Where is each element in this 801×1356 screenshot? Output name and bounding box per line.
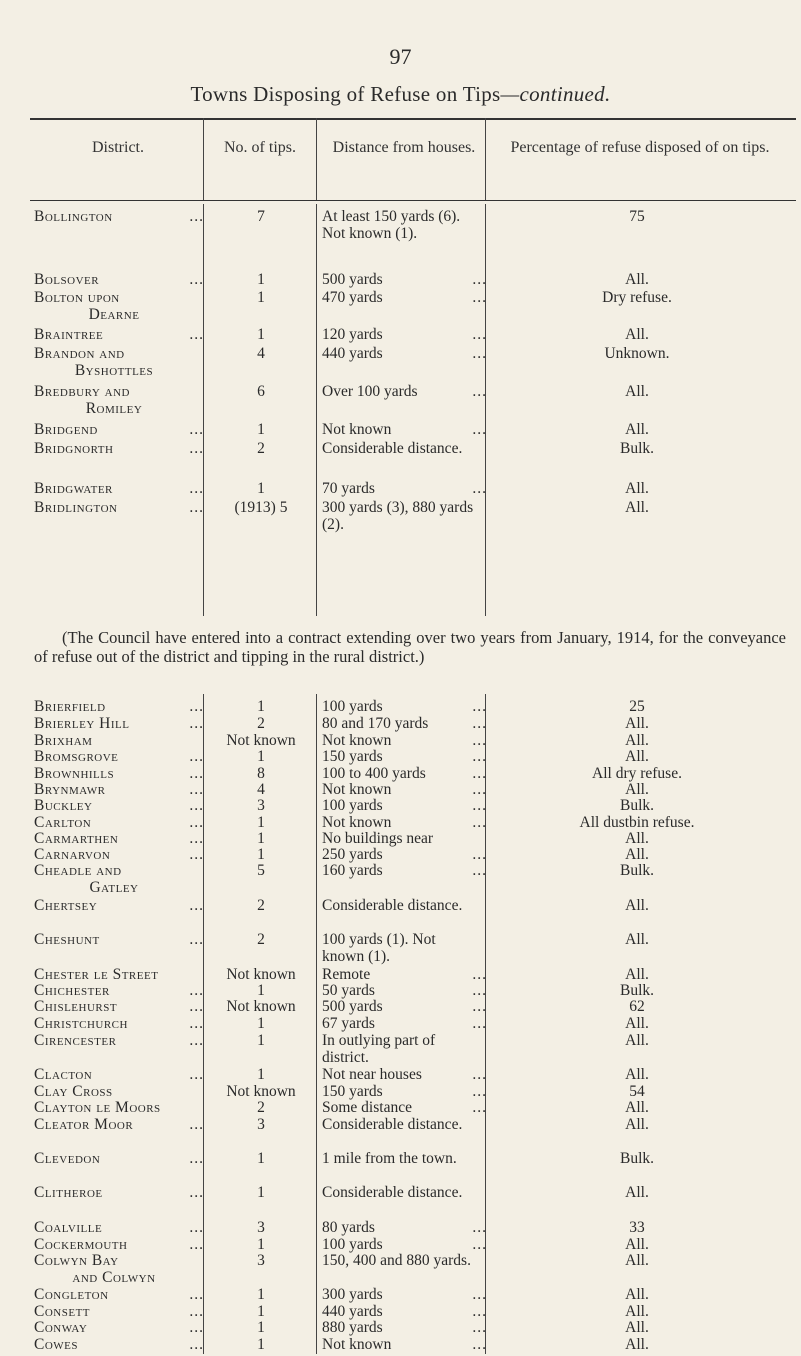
distance-cell: Not known ... bbox=[322, 732, 487, 749]
district-cell: Bridgend ... bbox=[34, 421, 204, 438]
leader-dots: ... bbox=[189, 326, 204, 343]
leader-dots: ... bbox=[472, 383, 487, 400]
tips-cell: 3 bbox=[257, 1116, 265, 1133]
distance-cell: 150, 400 and 880 yards. bbox=[322, 1252, 471, 1269]
leader-dots: ... bbox=[472, 982, 487, 999]
leader-dots: ... bbox=[472, 1066, 487, 1083]
percentage-cell: Bulk. bbox=[619, 982, 655, 999]
leader-dots: ... bbox=[472, 748, 487, 765]
leader-dots: ... bbox=[472, 1286, 487, 1303]
leader-dots: ... bbox=[472, 814, 487, 831]
tips-cell: 1 bbox=[257, 1303, 265, 1320]
leader-dots: ... bbox=[189, 271, 204, 288]
distance-cell: Not known ... bbox=[322, 814, 487, 831]
leader-dots: ... bbox=[472, 289, 487, 306]
table-row bbox=[0, 271, 801, 291]
percentage-cell: All. bbox=[625, 421, 649, 438]
tips-cell: 1 bbox=[257, 1066, 265, 1083]
district-cell: Bridgwater ... bbox=[34, 480, 204, 497]
tips-cell: Not known bbox=[226, 966, 296, 983]
distance-cell: 80 and 170 yards ... bbox=[322, 715, 487, 732]
distance-cell: 100 yards ... bbox=[322, 698, 487, 715]
page-number: 97 bbox=[389, 44, 412, 69]
header-rule bbox=[30, 200, 796, 201]
distance-cell: Over 100 yards ... bbox=[322, 383, 487, 400]
district-cell: Brownhills ... bbox=[34, 765, 204, 782]
leader-dots: ... bbox=[189, 1236, 204, 1253]
percentage-cell: Bulk. bbox=[619, 440, 655, 457]
district-cell: Clitheroe ... bbox=[34, 1184, 204, 1201]
district-cell: Cleator Moor ... bbox=[34, 1116, 204, 1133]
leader-dots: ... bbox=[472, 1336, 487, 1353]
district-cell: Colwyn Bay and Colwyn bbox=[34, 1252, 156, 1286]
leader-dots: ... bbox=[472, 326, 487, 343]
table-row bbox=[0, 1150, 801, 1170]
title-continued: —continued. bbox=[500, 82, 611, 106]
council-note bbox=[34, 628, 786, 666]
percentage-cell: All. bbox=[625, 1099, 649, 1116]
percentage-cell: All. bbox=[625, 931, 649, 948]
distance-cell: Some distance ... bbox=[322, 1099, 487, 1116]
table-row bbox=[0, 499, 801, 533]
col-line-a2 bbox=[316, 204, 317, 616]
percentage-cell: All. bbox=[625, 1032, 649, 1049]
district-cell: Bollington ... bbox=[34, 208, 204, 225]
leader-dots: ... bbox=[189, 1303, 204, 1320]
district-cell: Cockermouth ... bbox=[34, 1236, 204, 1253]
leader-dots: ... bbox=[189, 1286, 204, 1303]
leader-dots: ... bbox=[189, 931, 204, 948]
table-row bbox=[0, 931, 801, 965]
table-row bbox=[0, 897, 801, 917]
district-cell: Coalville ... bbox=[34, 1219, 204, 1236]
district-cell: Conway ... bbox=[34, 1319, 204, 1336]
table-row bbox=[0, 383, 801, 417]
percentage-cell: All. bbox=[625, 480, 649, 497]
header-percentage: Percentage of refuse disposed of on tips. bbox=[510, 139, 770, 156]
district-cell: Bolsover ... bbox=[34, 271, 204, 288]
percentage-cell: Bulk. bbox=[619, 1150, 655, 1167]
district-cell: Bridlington ... bbox=[34, 499, 204, 516]
district-cell: Braintree ... bbox=[34, 326, 204, 343]
district-cell: Clayton le Moors bbox=[34, 1099, 161, 1116]
table-row bbox=[0, 345, 801, 379]
leader-dots: ... bbox=[189, 846, 204, 863]
district-cell: Clay Cross bbox=[34, 1083, 113, 1100]
table-row bbox=[0, 1184, 801, 1204]
percentage-cell: All. bbox=[625, 732, 649, 749]
leader-dots: ... bbox=[189, 480, 204, 497]
title-main: Towns Disposing of Refuse on Tips bbox=[190, 82, 501, 106]
distance-cell: 500 yards ... bbox=[322, 271, 487, 288]
district-cell: Congleton ... bbox=[34, 1286, 204, 1303]
table-row bbox=[0, 208, 801, 242]
leader-dots: ... bbox=[472, 862, 487, 879]
leader-dots: ... bbox=[189, 982, 204, 999]
district-cell: Buckley ... bbox=[34, 797, 204, 814]
header-distance: Distance from houses. bbox=[332, 139, 476, 156]
distance-cell: 150 yards ... bbox=[322, 1083, 487, 1100]
percentage-cell: All. bbox=[625, 846, 649, 863]
percentage-cell: All. bbox=[625, 781, 649, 798]
percentage-cell: All. bbox=[625, 1116, 649, 1133]
tips-cell: 3 bbox=[257, 1219, 265, 1236]
tips-cell: 1 bbox=[257, 289, 265, 306]
district-cell: Cheadle and Gatley bbox=[34, 862, 139, 896]
percentage-cell: All. bbox=[625, 1252, 649, 1269]
leader-dots: ... bbox=[189, 1184, 204, 1201]
leader-dots: ... bbox=[189, 830, 204, 847]
tips-cell: 1 bbox=[257, 748, 265, 765]
leader-dots: ... bbox=[472, 480, 487, 497]
leader-dots: ... bbox=[189, 1015, 204, 1032]
percentage-cell: 54 bbox=[629, 1083, 645, 1100]
district-cell: Brandon and Byshottles bbox=[34, 345, 154, 379]
district-cell: Consett ... bbox=[34, 1303, 204, 1320]
tips-cell: 1 bbox=[257, 1286, 265, 1303]
district-cell: Christchurch ... bbox=[34, 1015, 204, 1032]
district-cell: Bredbury and Romiley bbox=[34, 383, 143, 417]
leader-dots: ... bbox=[189, 781, 204, 798]
distance-cell: Not known ... bbox=[322, 421, 487, 438]
district-cell: Brierfield ... bbox=[34, 698, 204, 715]
distance-cell: 80 yards ... bbox=[322, 1219, 487, 1236]
percentage-cell: 62 bbox=[629, 998, 645, 1015]
distance-cell: Considerable distance. bbox=[322, 1116, 463, 1133]
leader-dots: ... bbox=[472, 271, 487, 288]
district-cell: Bromsgrove ... bbox=[34, 748, 204, 765]
percentage-cell: 25 bbox=[629, 698, 645, 715]
leader-dots: ... bbox=[189, 421, 204, 438]
distance-cell: 50 yards ... bbox=[322, 982, 487, 999]
percentage-cell: All. bbox=[625, 715, 649, 732]
leader-dots: ... bbox=[189, 1219, 204, 1236]
distance-cell: 1 mile from the town. bbox=[322, 1150, 457, 1167]
distance-cell: Considerable distance. bbox=[322, 1184, 463, 1201]
leader-dots: ... bbox=[189, 1150, 204, 1167]
distance-cell: 440 yards ... bbox=[322, 1303, 487, 1320]
page-title bbox=[0, 82, 801, 107]
leader-dots: ... bbox=[472, 732, 487, 749]
leader-dots: ... bbox=[189, 897, 204, 914]
table-row bbox=[0, 1116, 801, 1136]
distance-cell: 100 yards (1). Not known (1). bbox=[322, 931, 436, 965]
tips-cell: 2 bbox=[257, 931, 265, 948]
tips-cell: 1 bbox=[257, 480, 265, 497]
district-cell: Carnarvon ... bbox=[34, 846, 204, 863]
percentage-cell: All. bbox=[625, 383, 649, 400]
leader-dots: ... bbox=[472, 966, 487, 983]
distance-cell: 300 yards (3), 880 yards (2). bbox=[322, 499, 474, 533]
distance-cell: No buildings near bbox=[322, 830, 434, 847]
leader-dots: ... bbox=[472, 846, 487, 863]
distance-cell: 67 yards ... bbox=[322, 1015, 487, 1032]
distance-cell: Considerable distance. bbox=[322, 897, 463, 914]
leader-dots: ... bbox=[189, 499, 204, 516]
leader-dots: ... bbox=[189, 440, 204, 457]
note-text: (The Council have entered into a contract extending over two years from January, 1914, for the conveyance of refuse out of the district and tipping in the rural district.) bbox=[34, 628, 786, 666]
tips-cell: 2 bbox=[257, 897, 265, 914]
leader-dots: ... bbox=[472, 998, 487, 1015]
leader-dots: ... bbox=[189, 814, 204, 831]
tips-cell: 1 bbox=[257, 982, 265, 999]
tips-cell: 1 bbox=[257, 814, 265, 831]
distance-cell: 70 yards ... bbox=[322, 480, 487, 497]
distance-cell: Not near houses ... bbox=[322, 1066, 487, 1083]
percentage-cell: All. bbox=[625, 1319, 649, 1336]
table-row bbox=[0, 862, 801, 896]
percentage-cell: Bulk. bbox=[619, 862, 655, 879]
header-divider-1 bbox=[203, 118, 204, 200]
percentage-cell: All. bbox=[625, 1336, 649, 1353]
leader-dots: ... bbox=[472, 1303, 487, 1320]
table-row bbox=[0, 480, 801, 500]
table-row bbox=[0, 289, 801, 323]
percentage-cell: All. bbox=[625, 1286, 649, 1303]
distance-cell: 120 yards ... bbox=[322, 326, 487, 343]
district-cell: Brierley Hill ... bbox=[34, 715, 204, 732]
percentage-cell: All. bbox=[625, 748, 649, 765]
tips-cell: 1 bbox=[257, 698, 265, 715]
distance-cell: 100 yards ... bbox=[322, 1236, 487, 1253]
distance-cell: 100 to 400 yards ... bbox=[322, 765, 487, 782]
leader-dots: ... bbox=[189, 797, 204, 814]
district-cell: Bridgnorth ... bbox=[34, 440, 204, 457]
distance-cell: At least 150 yards (6). Not known (1). bbox=[322, 208, 461, 242]
leader-dots: ... bbox=[472, 1015, 487, 1032]
header-divider-3 bbox=[485, 118, 486, 200]
distance-cell: In outlying part of district. bbox=[322, 1032, 436, 1066]
district-cell: Brixham bbox=[34, 732, 93, 749]
leader-dots: ... bbox=[189, 1336, 204, 1353]
table-row bbox=[0, 1336, 801, 1356]
tips-cell: 1 bbox=[257, 830, 265, 847]
leader-dots: ... bbox=[189, 1066, 204, 1083]
tips-cell: 1 bbox=[257, 326, 265, 343]
percentage-cell: All. bbox=[625, 1184, 649, 1201]
tips-cell: 3 bbox=[257, 797, 265, 814]
leader-dots: ... bbox=[189, 998, 204, 1015]
tips-cell: 3 bbox=[257, 1252, 265, 1269]
tips-cell: 1 bbox=[257, 1015, 265, 1032]
tips-cell: (1913) 5 bbox=[234, 499, 288, 516]
tips-cell: 2 bbox=[257, 440, 265, 457]
percentage-cell: All. bbox=[625, 499, 649, 516]
percentage-cell: All. bbox=[625, 326, 649, 343]
district-cell: Chester le Street bbox=[34, 966, 159, 983]
district-cell: Clevedon ... bbox=[34, 1150, 204, 1167]
distance-cell: Remote ... bbox=[322, 966, 487, 983]
distance-cell: 100 yards ... bbox=[322, 797, 487, 814]
percentage-cell: 75 bbox=[629, 208, 645, 225]
district-cell: Chichester ... bbox=[34, 982, 204, 999]
leader-dots: ... bbox=[472, 1236, 487, 1253]
tips-cell: 2 bbox=[257, 1099, 265, 1116]
tips-cell: 1 bbox=[257, 1150, 265, 1167]
leader-dots: ... bbox=[189, 765, 204, 782]
header-district: District. bbox=[92, 139, 144, 156]
district-cell: Cirencester ... bbox=[34, 1032, 204, 1049]
percentage-cell: 33 bbox=[629, 1219, 645, 1236]
distance-cell: 150 yards ... bbox=[322, 748, 487, 765]
leader-dots: ... bbox=[189, 208, 204, 225]
percentage-cell: Dry refuse. bbox=[602, 289, 672, 306]
tips-cell: 5 bbox=[257, 862, 265, 879]
tips-cell: 6 bbox=[257, 383, 265, 400]
percentage-cell: All. bbox=[625, 1066, 649, 1083]
percentage-cell: All. bbox=[625, 966, 649, 983]
percentage-cell: All. bbox=[625, 1015, 649, 1032]
district-cell: Carmarthen ... bbox=[34, 830, 204, 847]
distance-cell: Not known ... bbox=[322, 781, 487, 798]
tips-cell: 1 bbox=[257, 1319, 265, 1336]
distance-cell: 300 yards ... bbox=[322, 1286, 487, 1303]
tips-cell: Not known bbox=[226, 998, 296, 1015]
tips-cell: 1 bbox=[257, 1236, 265, 1253]
distance-cell: 250 yards ... bbox=[322, 846, 487, 863]
leader-dots: ... bbox=[472, 765, 487, 782]
distance-cell: Not known ... bbox=[322, 1336, 487, 1353]
distance-cell: 500 yards ... bbox=[322, 998, 487, 1015]
leader-dots: ... bbox=[472, 781, 487, 798]
percentage-cell: All. bbox=[625, 830, 649, 847]
district-cell: Chislehurst ... bbox=[34, 998, 204, 1015]
tips-cell: 1 bbox=[257, 1032, 265, 1049]
col-line-a3 bbox=[485, 204, 486, 616]
distance-cell: 470 yards ... bbox=[322, 289, 487, 306]
district-cell: Chertsey ... bbox=[34, 897, 204, 914]
percentage-cell: All dustbin refuse. bbox=[579, 814, 695, 831]
percentage-cell: All. bbox=[625, 1303, 649, 1320]
percentage-cell: Unknown. bbox=[604, 345, 670, 362]
district-cell: Bolton upon Dearne bbox=[34, 289, 140, 323]
tips-cell: 1 bbox=[257, 421, 265, 438]
distance-cell: 440 yards ... bbox=[322, 345, 487, 362]
tips-cell: 8 bbox=[257, 765, 265, 782]
header-divider-2 bbox=[316, 118, 317, 200]
leader-dots: ... bbox=[472, 1219, 487, 1236]
district-cell: Cowes ... bbox=[34, 1336, 204, 1353]
leader-dots: ... bbox=[472, 698, 487, 715]
percentage-cell: All. bbox=[625, 271, 649, 288]
table-row bbox=[0, 1032, 801, 1066]
leader-dots: ... bbox=[472, 1319, 487, 1336]
distance-cell: 880 yards ... bbox=[322, 1319, 487, 1336]
percentage-cell: Bulk. bbox=[619, 797, 655, 814]
district-cell: Cheshunt ... bbox=[34, 931, 204, 948]
leader-dots: ... bbox=[189, 1116, 204, 1133]
percentage-cell: All. bbox=[625, 1236, 649, 1253]
district-cell: Brynmawr ... bbox=[34, 781, 204, 798]
tips-cell: 1 bbox=[257, 271, 265, 288]
leader-dots: ... bbox=[472, 797, 487, 814]
table-row bbox=[0, 421, 801, 441]
tips-cell: Not known bbox=[226, 1083, 296, 1100]
leader-dots: ... bbox=[472, 715, 487, 732]
tips-cell: 1 bbox=[257, 1336, 265, 1353]
leader-dots: ... bbox=[189, 1032, 204, 1049]
leader-dots: ... bbox=[189, 748, 204, 765]
tips-cell: 7 bbox=[257, 208, 265, 225]
leader-dots: ... bbox=[189, 715, 204, 732]
percentage-cell: All. bbox=[625, 897, 649, 914]
tips-cell: Not known bbox=[226, 732, 296, 749]
tips-cell: 1 bbox=[257, 846, 265, 863]
top-rule bbox=[30, 118, 796, 120]
district-cell: Carlton ... bbox=[34, 814, 204, 831]
tips-cell: 4 bbox=[257, 345, 265, 362]
leader-dots: ... bbox=[189, 698, 204, 715]
tips-cell: 1 bbox=[257, 1184, 265, 1201]
tips-cell: 2 bbox=[257, 715, 265, 732]
leader-dots: ... bbox=[472, 1083, 487, 1100]
header-tips: No. of tips. bbox=[224, 139, 296, 156]
leader-dots: ... bbox=[472, 421, 487, 438]
distance-cell: Considerable distance. bbox=[322, 440, 463, 457]
table-row bbox=[0, 440, 801, 460]
distance-cell: 160 yards ... bbox=[322, 862, 487, 879]
leader-dots: ... bbox=[189, 1319, 204, 1336]
leader-dots: ... bbox=[472, 345, 487, 362]
table-row bbox=[0, 326, 801, 346]
leader-dots: ... bbox=[472, 1099, 487, 1116]
tips-cell: 4 bbox=[257, 781, 265, 798]
district-cell: Clacton ... bbox=[34, 1066, 204, 1083]
table-row bbox=[0, 1252, 801, 1286]
percentage-cell: All dry refuse. bbox=[592, 765, 682, 782]
